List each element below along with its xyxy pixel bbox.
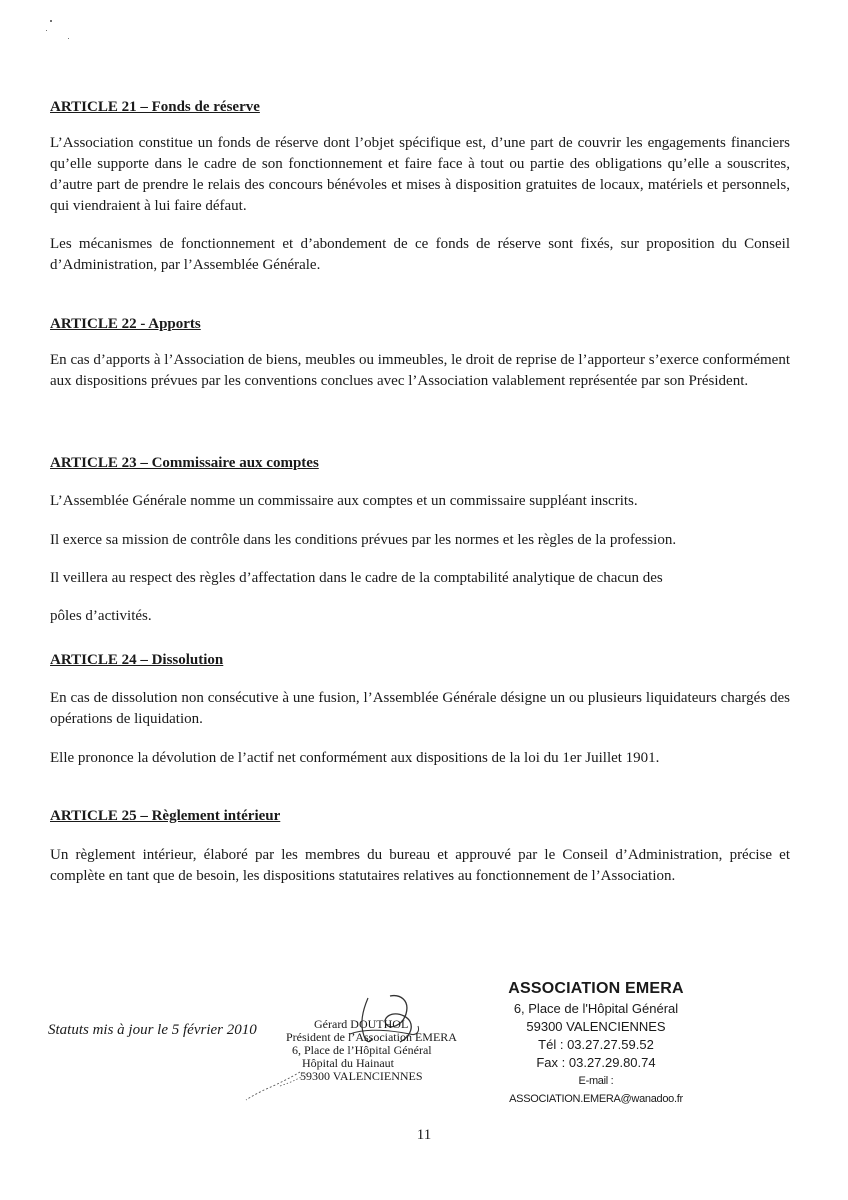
stamp-line: Hôpital du Hainaut xyxy=(302,1056,394,1070)
association-email: E-mail : ASSOCIATION.EMERA@wanadoo.fr xyxy=(509,1075,683,1105)
article-paragraph: L’Assemblée Générale nomme un commissaire aux comptes et un commissaire suppléant inscrits. xyxy=(50,493,638,509)
article-paragraph: Les mécanismes de fonctionnement et d’abondement de ce fonds de réserve sont fixés, sur proposition du Conseil d’Administration, par l’Assemblée Générale. xyxy=(50,236,790,273)
article-22 xyxy=(50,315,790,392)
article-21 xyxy=(50,98,790,276)
scan-speck xyxy=(46,30,47,31)
article-heading: ARTICLE 23 – Commissaire aux comptes xyxy=(50,455,319,471)
association-fax: Fax : 03.27.29.80.74 xyxy=(536,1055,656,1070)
stamp-line: Gérard DOUTHOL xyxy=(314,1017,409,1031)
stamp-line: Président de l’Association EMERA xyxy=(286,1030,457,1044)
article-heading: ARTICLE 25 – Règlement intérieur xyxy=(50,808,281,824)
page-number: 11 xyxy=(416,1127,432,1143)
article-paragraph: En cas d’apports à l’Association de biens, meubles ou immeubles, le droit de reprise de l’apporteur s’exerce conformément aux dispositions prévues par les conventions conclues avec l’Association valablement représentée par son Président. xyxy=(50,352,790,389)
association-city: 59300 VALENCIENNES xyxy=(526,1019,666,1034)
scan-speck xyxy=(50,20,52,22)
article-24 xyxy=(50,651,790,769)
article-paragraph: Un règlement intérieur, élaboré par les membres du bureau et approuvé par le Conseil d’Administration, précise et complète en tant que de besoin, les dispositions statutaires relatives au fonctionnement de l’Association. xyxy=(50,847,790,884)
article-heading: ARTICLE 22 - Apports xyxy=(50,316,201,332)
stamp-line: 6, Place de l’Hôpital Général xyxy=(292,1043,432,1057)
article-heading: ARTICLE 21 – Fonds de réserve xyxy=(50,99,260,115)
scan-speck xyxy=(68,38,69,39)
article-heading: ARTICLE 24 – Dissolution xyxy=(50,652,224,668)
statuts-date: Statuts mis à jour le 5 février 2010 xyxy=(48,1022,257,1038)
article-paragraph: L’Association constitue un fonds de réserve dont l’objet spécifique est, d’une part de couvrir les engagements financiers qu’elle supporte dans le cadre de son fonctionnement et faire face à tout ou partie des obligations qu’elle a souscrites, d’autre part de prendre le relais des concours bénévoles et mises à disposition gratuites de locaux, matériels et personnels, qui viendraient à lui faire défaut. xyxy=(50,135,790,214)
article-paragraph: pôles d’activités. xyxy=(50,608,152,624)
president-stamp xyxy=(284,1018,464,1083)
stamp-line: 59300 VALENCIENNES xyxy=(300,1069,423,1083)
association-tel: Tél : 03.27.27.59.52 xyxy=(538,1037,654,1052)
association-address: 6, Place de l'Hôpital Général xyxy=(513,1001,679,1016)
article-23 xyxy=(50,454,790,627)
article-25 xyxy=(50,807,790,887)
article-paragraph: Elle prononce la dévolution de l’actif net conformément aux dispositions de la loi du 1er Juillet 1901. xyxy=(50,750,660,766)
article-paragraph: En cas de dissolution non consécutive à une fusion, l’Assemblée Générale désigne un ou plusieurs liquidateurs chargés des opérations de liquidation. xyxy=(50,690,790,727)
article-paragraph: Il veillera au respect des règles d’affectation dans le cadre de la comptabilité analytique de chacun des xyxy=(50,570,663,586)
article-paragraph: Il exerce sa mission de contrôle dans les conditions prévues par les normes et les règles de la profession. xyxy=(50,532,677,548)
association-name: ASSOCIATION EMERA xyxy=(508,980,684,997)
association-contact-block xyxy=(496,978,696,1108)
